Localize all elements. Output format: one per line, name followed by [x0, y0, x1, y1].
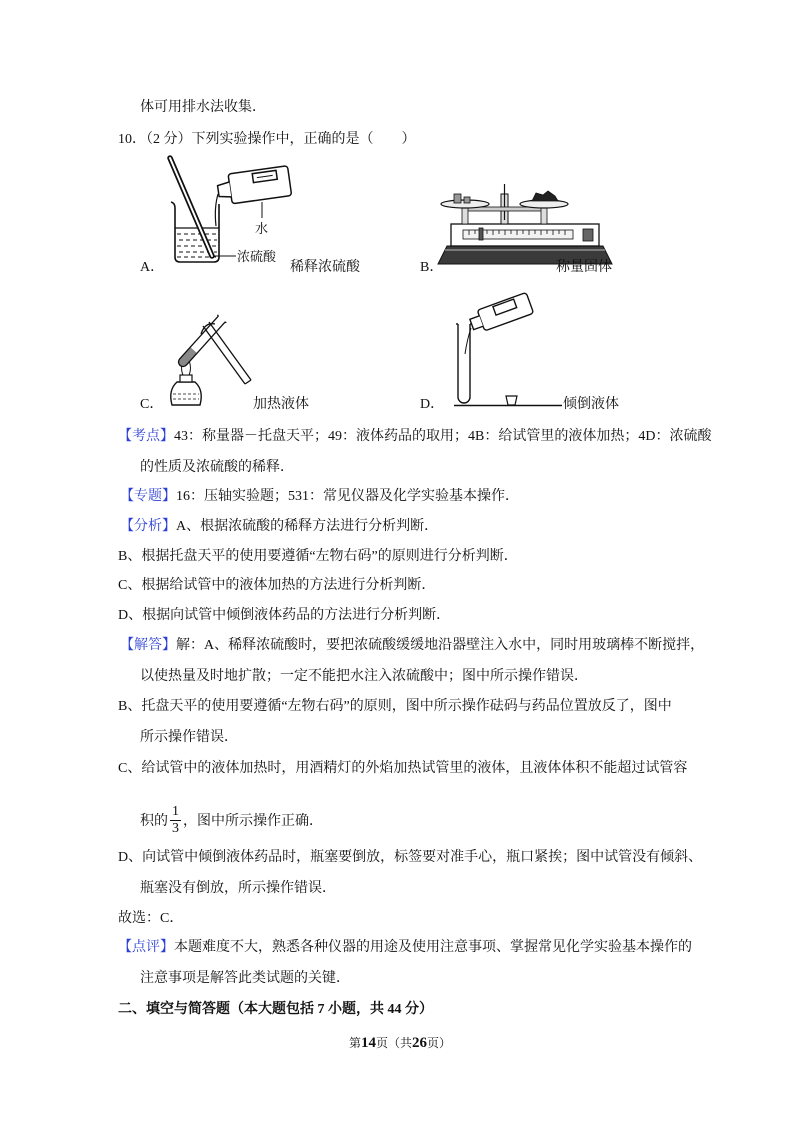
fraction-one-third — [170, 804, 181, 837]
option-b-letter: B． — [420, 260, 444, 275]
option-b-caption: 称量固体 — [556, 260, 612, 275]
fraction-numerator: 1 — [172, 803, 179, 819]
bottle-stopper — [506, 396, 517, 405]
question-10-stem — [118, 130, 416, 150]
jieda-line-c2 — [140, 800, 323, 840]
jieda-line-d2: 瓶塞没有倒放，所示操作错误． — [140, 881, 336, 896]
option-d-letter: D． — [420, 397, 445, 412]
dianping-line-1 — [118, 938, 692, 958]
answer-line: 故选：C． — [118, 911, 184, 926]
fenxi-line-b: B、根据托盘天平的使用要遵循“左物右码”的原则进行分析判断． — [118, 549, 518, 564]
kaodian-text: 43：称量器－托盘天平；49：液体药品的取用；4B：给试管里的液体加热；4D：浓硫酸 — [174, 429, 712, 444]
option-a-caption: 稀释浓硫酸 — [290, 260, 360, 275]
figure-a-dilute-acid — [158, 152, 298, 267]
section-heading: 二、填空与简答题（本大题包括 7 小题，共 44 分） — [118, 1002, 433, 1017]
fenxi-line-d: D、根据向试管中倾倒液体药品的方法进行分析判断． — [118, 608, 451, 623]
footer-page-number: 14 — [360, 1035, 376, 1051]
kaodian-tag: 【考点】 — [118, 429, 174, 444]
page-footer — [0, 1032, 800, 1054]
jieda-c2-prefix: 积的 — [140, 814, 168, 829]
option-c-caption: 加热液体 — [253, 397, 309, 412]
figure-c-heating — [165, 310, 255, 410]
jieda-line-b1: B、托盘天平的使用要遵循“左物右码”的原则，图中所示操作砝码与药品位置放反了，图中 — [118, 699, 672, 714]
kaodian-line-1 — [118, 427, 711, 447]
dianping-line-2: 注意事项是解答此类试题的关键． — [140, 971, 350, 986]
option-c-letter: C． — [140, 397, 164, 412]
dianping-tag: 【点评】 — [118, 940, 174, 955]
fenxi-line-c: C、根据给试管中的液体加热的方法进行分析判断． — [118, 578, 436, 593]
fenxi-text-a: A、根据浓硫酸的稀释方法进行分析判断． — [176, 519, 439, 534]
fenxi-line-1 — [120, 517, 438, 537]
glass-rod — [170, 158, 212, 256]
test-tube — [176, 315, 227, 369]
fenxi-tag: 【分析】 — [120, 519, 176, 534]
knob — [583, 229, 593, 241]
jieda-c2-suffix: ，图中所示操作正确． — [183, 814, 323, 829]
dianping-text: 本题难度不大，熟悉各种仪器的用途及使用注意事项、掌握常见化学实验基本操作的 — [174, 940, 692, 955]
right-pan-stem — [541, 207, 547, 224]
jieda-line-d1: D、向试管中倾倒液体药品时，瓶塞要倒放，标签要对准手心，瓶口紧挨；图中试管没有倾斜、 — [118, 850, 703, 865]
footer-middle: 页（共 — [375, 1036, 412, 1050]
footer-suffix: 页） — [427, 1036, 452, 1050]
fraction-denominator: 3 — [172, 820, 179, 836]
jieda-line-a2: 以使热量及时地扩散；一定不能把水注入浓硫酸中；图中所示操作错误． — [140, 669, 588, 684]
alcohol-lamp — [171, 382, 201, 405]
acid-label: 浓硫酸 — [237, 249, 277, 264]
kaodian-line-2: 的性质及浓硫酸的稀释． — [140, 460, 294, 475]
question-score: （2 分） — [146, 132, 192, 147]
footer-total-pages: 26 — [412, 1035, 427, 1051]
left-pan-stem — [462, 207, 468, 224]
zhuanti-tag: 【专题】 — [120, 489, 176, 504]
lamp-neck — [180, 375, 192, 382]
water-label: 水 — [255, 221, 269, 236]
test-tube-holder — [201, 322, 251, 384]
figure-b-balance — [435, 180, 615, 268]
reagent-bottle — [216, 166, 291, 206]
jieda-line-c1: C、给试管中的液体加热时，用酒精灯的外焰加热试管里的液体，且液体体积不能超过试管容 — [118, 761, 688, 776]
option-a-letter: A． — [140, 260, 165, 275]
zhuanti-line — [120, 487, 519, 507]
zhuanti-text: 16：压轴实验题；531：常见仪器及化学实验基本操作． — [176, 489, 519, 504]
jieda-tag: 【解答】 — [120, 638, 176, 653]
question-text: 下列实验操作中，正确的是（ ） — [191, 132, 416, 147]
question-number: 10． — [118, 132, 146, 147]
footer-prefix: 第 — [348, 1036, 361, 1050]
test-tube — [456, 324, 472, 403]
figure-d-pouring — [450, 288, 570, 412]
jieda-line-b2: 所示操作错误． — [140, 730, 238, 745]
graduated-scale — [463, 228, 573, 240]
reagent-bottle — [468, 292, 534, 334]
jieda-text-a1: 解：A、稀释浓硫酸时，要把浓硫酸缓缓地沿器壁注入水中，同时用玻璃棒不断搅拌， — [176, 638, 705, 653]
option-d-caption: 倾倒液体 — [563, 397, 619, 412]
pouring-stream — [215, 194, 218, 226]
solid-sample — [532, 191, 558, 201]
jieda-line-a1 — [120, 636, 704, 656]
previous-answer-tail: 体可用排水法收集． — [140, 100, 266, 115]
